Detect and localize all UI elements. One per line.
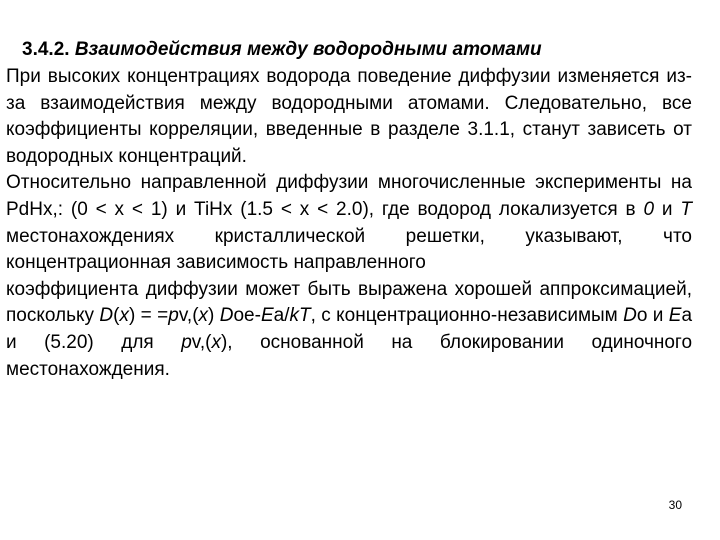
text-run: o и bbox=[636, 305, 669, 327]
text-run: местонахождениях кристаллической решетки, указывают, что концентрационная зависимость направленного bbox=[6, 225, 692, 274]
text-run: ) = = bbox=[128, 305, 169, 327]
text-run-italic: x bbox=[198, 305, 209, 327]
slide-body bbox=[6, 64, 692, 383]
text-run: oe- bbox=[233, 305, 261, 327]
text-run: v,( bbox=[178, 305, 199, 327]
text-run: ), основанной на блокировании одиночного местонахождения. bbox=[6, 331, 693, 380]
text-run: a и (5.20) для bbox=[6, 305, 693, 353]
text-run-italic: D bbox=[219, 305, 234, 327]
text-run: коэффициента диффузии может быть выражена хорошей аппроксимацией, поскольку bbox=[6, 278, 692, 327]
text-run-italic: 0 bbox=[643, 198, 655, 220]
text-run-italic: p bbox=[181, 331, 192, 353]
text-run-italic: x bbox=[119, 305, 129, 327]
text-run-italic: T bbox=[680, 198, 692, 220]
page-number: 30 bbox=[668, 498, 682, 512]
text-run-italic: D bbox=[99, 305, 114, 327]
text-run-italic: kT bbox=[289, 305, 311, 327]
text-run-italic: E bbox=[668, 305, 682, 327]
text-run: ) bbox=[208, 305, 220, 327]
section-number: 3.4.2. bbox=[22, 39, 70, 60]
text-run-italic: D bbox=[623, 305, 637, 327]
paragraph-3 bbox=[6, 277, 692, 383]
text-run: a/ bbox=[273, 305, 290, 327]
text-run: и bbox=[654, 198, 681, 220]
text-run: ( bbox=[113, 305, 120, 327]
text-run: v,( bbox=[191, 331, 212, 353]
paragraph-1: При высоких концентрациях водорода поведение диффузии изменяется из-за взаимодействия между водородными атомами. Следовательно, все коэффициенты корреляции, введенные в разделе 3.1.1, станут зависеть от водородных концентраций. bbox=[6, 66, 692, 167]
slide-title bbox=[22, 37, 702, 63]
text-run: Относительно направленной диффузии многочисленные эксперименты на PdHx,: (0 < x < 1) и TiHx (1.5 < x < 2.0), где водород локализуется в bbox=[6, 172, 692, 220]
text-run: , с концентрационно-независимым bbox=[310, 305, 624, 327]
text-run-italic: p bbox=[168, 305, 179, 327]
section-title: Взаимодействия между водородными атомами bbox=[74, 39, 542, 60]
paragraph-2 bbox=[6, 170, 692, 276]
text-run-italic: E bbox=[260, 305, 274, 327]
text-run-italic: x bbox=[211, 331, 221, 353]
